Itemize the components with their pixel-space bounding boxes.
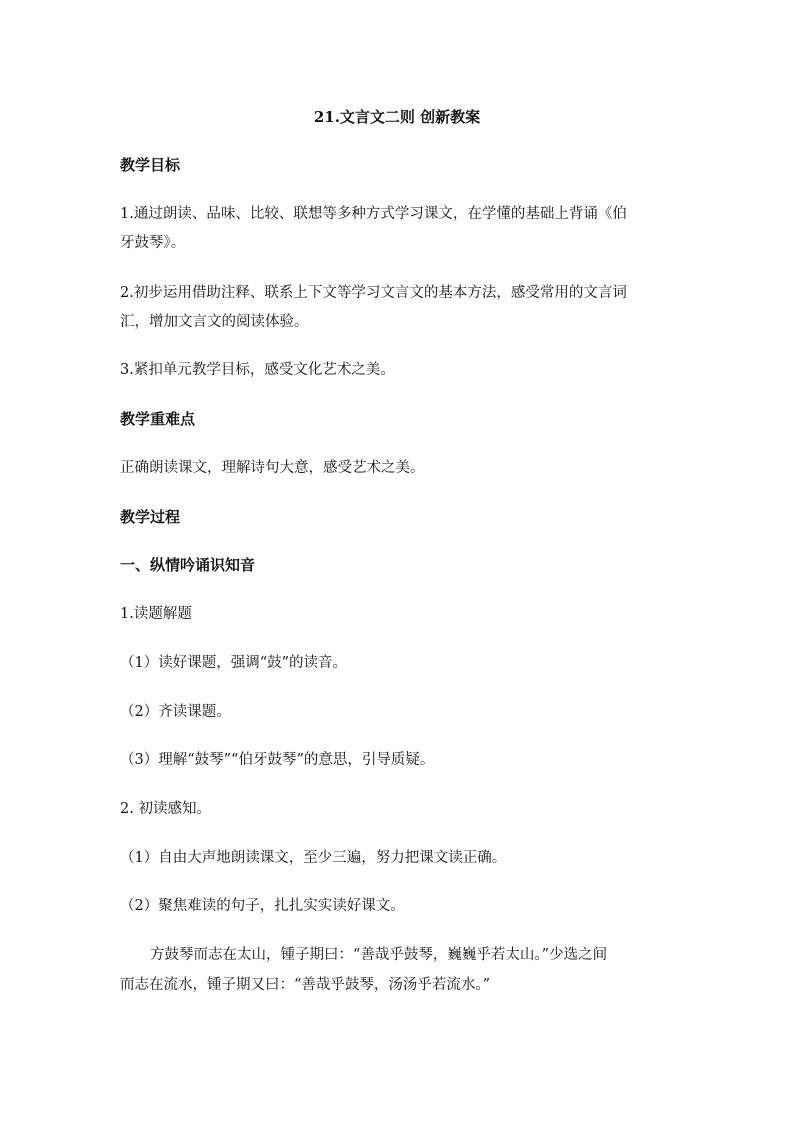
step-1: 1.读题解题	[120, 606, 192, 622]
goal-item-1-line-2: 牙鼓琴》。	[120, 235, 186, 251]
step-1-b: （2）齐读课题。	[120, 704, 231, 720]
goal-item-2-line-1: 2.初步运用借助注释、联系上下文等学习文言文的基本方法，感受常用的文言词	[120, 285, 627, 301]
step-1-c: （3）理解“鼓琴”“伯牙鼓琴”的意思，引导质疑。	[120, 752, 435, 768]
step-2: 2. 初读感知。	[120, 801, 211, 817]
step-2-a: （1）自由大声地朗读课文，至少三遍，努力把课文读正确。	[120, 850, 507, 866]
section-heading-process: 教学过程	[120, 508, 181, 526]
section-heading-key-points: 教学重难点	[120, 410, 196, 428]
step-2-b: （2）聚焦难读的句子，扎扎实实读好课文。	[120, 898, 405, 914]
quote-line-1: 方鼓琴而志在太山，锺子期曰：“善哉乎鼓琴，巍巍乎若太山。”少选之间	[150, 947, 608, 963]
part-1-heading: 一、纵情吟诵识知音	[120, 556, 256, 574]
step-1-a: （1）读好课题，强调“鼓”的读音。	[120, 655, 348, 671]
quote-line-2: 而志在流水，锺子期又曰：“善哉乎鼓琴，汤汤乎若流水。”	[120, 977, 491, 993]
goal-item-3: 3.紧扣单元教学目标，感受文化艺术之美。	[120, 362, 395, 378]
goal-item-2-line-2: 汇，增加文言文的阅读体验。	[120, 314, 309, 330]
section-heading-goals: 教学目标	[120, 156, 181, 174]
goal-item-1-line-1: 1.通过朗读、品味、比较、联想等多种方式学习课文，在学懂的基础上背诵《伯	[120, 206, 627, 222]
document-title: 21.文言文二则 创新教案	[313, 108, 481, 126]
key-points-text: 正确朗读课文，理解诗句大意，感受艺术之美。	[120, 460, 425, 476]
